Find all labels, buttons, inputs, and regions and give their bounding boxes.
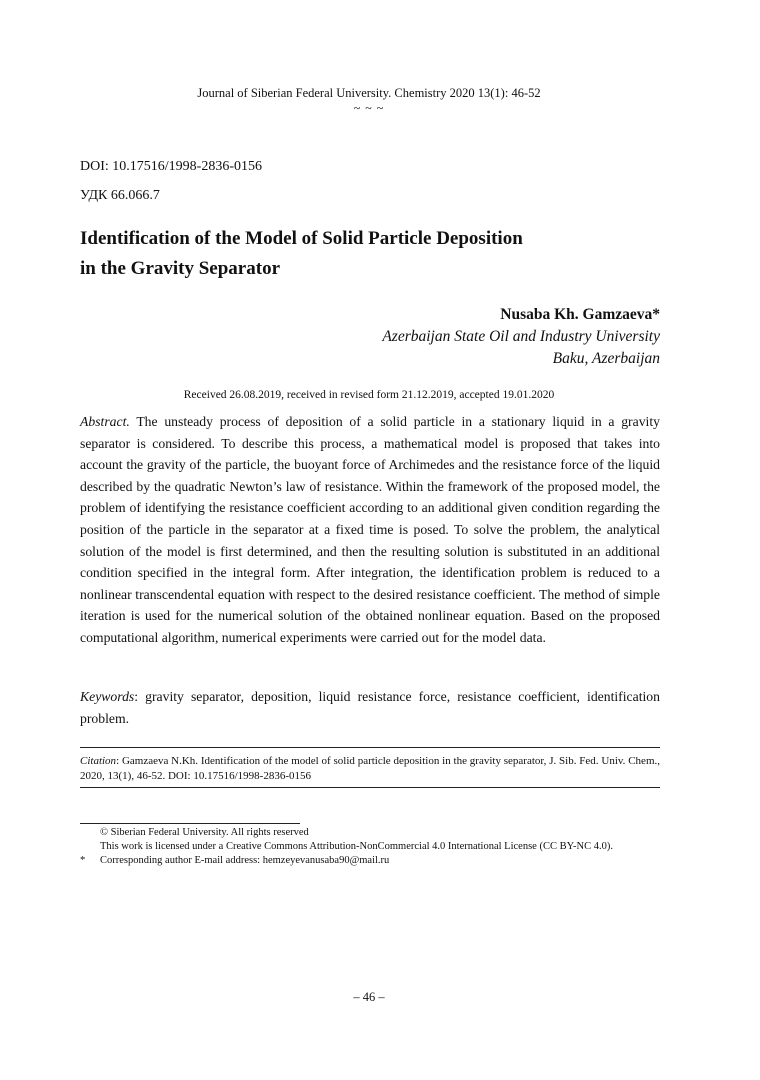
keywords <box>80 686 660 729</box>
received-dates: Received 26.08.2019, received in revised form 21.12.2019, accepted 19.01.2020 <box>183 389 555 401</box>
abstract-label: Abstract. <box>80 414 130 429</box>
copyright-text: © Siberian Federal University. All rights reserved <box>100 827 309 838</box>
citation-rule-top <box>80 747 660 748</box>
title-line-2: in the Gravity Separator <box>80 258 281 279</box>
citation <box>80 754 660 783</box>
page-number: – 46 – <box>353 990 385 1004</box>
abstract <box>80 411 660 649</box>
keywords-text: : gravity separator, deposition, liquid resistance force, resistance coefficient, identification problem. <box>80 689 660 726</box>
citation-rule-bottom <box>80 787 660 788</box>
corresponding-text: Corresponding author E-mail address: hemzeyevanusaba90@mail.ru <box>100 855 390 866</box>
article-title <box>80 224 660 284</box>
affiliation-line-1: Azerbaijan State Oil and Industry University <box>382 328 660 345</box>
license-text: This work is licensed under a Creative Commons Attribution-NonCommercial 4.0 International License (CC BY-NC 4.0). <box>100 841 613 852</box>
udk-code: УДК 66.066.7 <box>80 188 160 203</box>
title-line-1: Identification of the Model of Solid Particle Deposition <box>80 228 523 249</box>
keywords-label: Keywords <box>80 689 135 704</box>
affiliation <box>382 326 660 369</box>
footnote-asterisk: * <box>80 855 86 866</box>
doi: DOI: 10.17516/1998-2836-0156 <box>80 159 262 174</box>
abstract-text: The unsteady process of deposition of a solid particle in a stationary liquid in a gravity separator is considered. To describe this process, a mathematical model is proposed that takes into account the gravity of the particle, the buoyant force of Archimedes and the resistance force of the liquid described by the quadratic Newton’s law of resistance. Within the framework of the proposed model, the problem of identifying the resistance coefficient according to an additional given condition regarding the position of the particle in the separator at a fixed time is posed. To solve the problem, the analytical solution of the model is first determined, and then the resulting solution is substituted in an additional condition specified in the integral form. After integration, the identification problem is reduced to a nonlinear transcendental equation with respect to the desired resistance coefficient. The method of simple iteration is used for the numerical solution of the obtained nonlinear equation. Based on the proposed computational algorithm, numerical experiments were carried out for the model data. <box>80 414 660 645</box>
journal-header: Journal of Siberian Federal University. Chemistry 2020 13(1): 46-52 <box>197 86 541 100</box>
affiliation-line-2: Baku, Azerbaijan <box>552 349 660 367</box>
citation-label: Citation <box>80 755 117 767</box>
citation-text: : Gamzaeva N.Kh. Identification of the model of solid particle deposition in the gravity separator, J. Sib. Fed. Univ. Chem., 2020, 13(1), 46-52. DOI: 10.17516/1998-2836-0156 <box>80 755 660 782</box>
author-name: Nusaba Kh. Gamzaeva* <box>500 306 660 323</box>
footnote-rule <box>80 823 300 824</box>
header-ornament: ~ ~ ~ <box>353 101 385 115</box>
